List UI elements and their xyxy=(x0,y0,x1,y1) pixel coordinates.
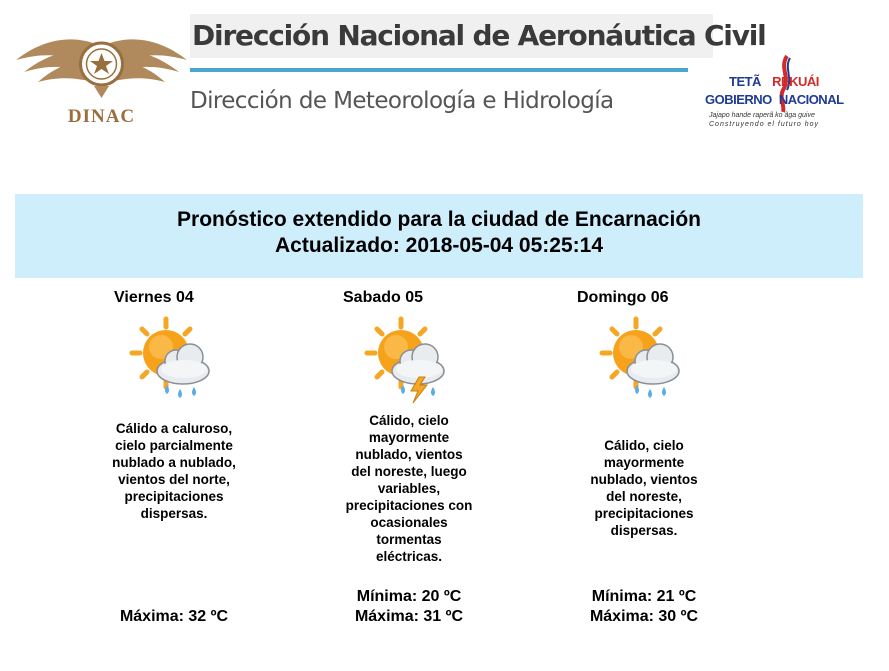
max-temperature: Máxima: 30 ºC xyxy=(589,608,699,625)
forecast-description: Cálido a caluroso, cielo parcialmente nublado a nublado, vientos del norte, precipitaciones dispersas. xyxy=(112,421,236,521)
forecast-description: Cálido, cielo mayormente nublado, vientos del noreste, luego variables, precipitaciones con ocasionales tormentas eléctricas. xyxy=(345,413,473,564)
page-title: Dirección Nacional de Aeronáutica Civil xyxy=(190,14,713,58)
sun-cloud-rain-icon xyxy=(128,315,218,405)
forecast-day-sabado xyxy=(335,287,535,637)
forecast-title: Pronóstico extendido para la ciudad de Encarnación xyxy=(177,208,701,231)
gobierno-nacional-logo xyxy=(701,54,861,134)
day-name: Viernes 04 xyxy=(114,289,194,306)
sun-cloud-storm-icon xyxy=(363,315,453,405)
forecast-updated-timestamp: Actualizado: 2018-05-04 05:25:14 xyxy=(275,234,603,257)
min-temperature: Mínima: 20 ºC xyxy=(356,588,462,605)
forecast-description: Cálido, cielo mayormente nublado, vientos del noreste, precipitaciones dispersas. xyxy=(590,438,698,538)
winged-emblem-icon xyxy=(14,26,189,106)
gov-logo-line2: GOBIERNO NACIONAL xyxy=(705,92,844,107)
day-name: Sabado 05 xyxy=(343,289,424,306)
gov-logo-line1: TETÃ REKUÁI xyxy=(729,74,819,89)
forecast-day-domingo xyxy=(570,287,770,637)
title-divider xyxy=(190,68,688,72)
max-temperature: Máxima: 31 ºC xyxy=(354,608,464,625)
forecast-banner xyxy=(15,194,863,278)
max-temperature: Máxima: 32 ºC xyxy=(119,608,229,625)
gov-logo-tagline-guarani: Jajapo hande raperã ko ãga guive xyxy=(709,112,815,119)
min-temperature: Mínima: 21 ºC xyxy=(591,588,697,605)
gov-logo-tagline-spanish: Construyendo el futuro hoy xyxy=(709,121,820,128)
page-subtitle: Dirección de Meteorología e Hidrología xyxy=(190,88,614,114)
sun-cloud-rain-icon xyxy=(598,315,688,405)
forecast-day-viernes xyxy=(100,287,300,637)
dinac-logo xyxy=(14,26,189,132)
dinac-abbrev: DINAC xyxy=(67,106,136,127)
day-name: Domingo 06 xyxy=(577,289,669,306)
